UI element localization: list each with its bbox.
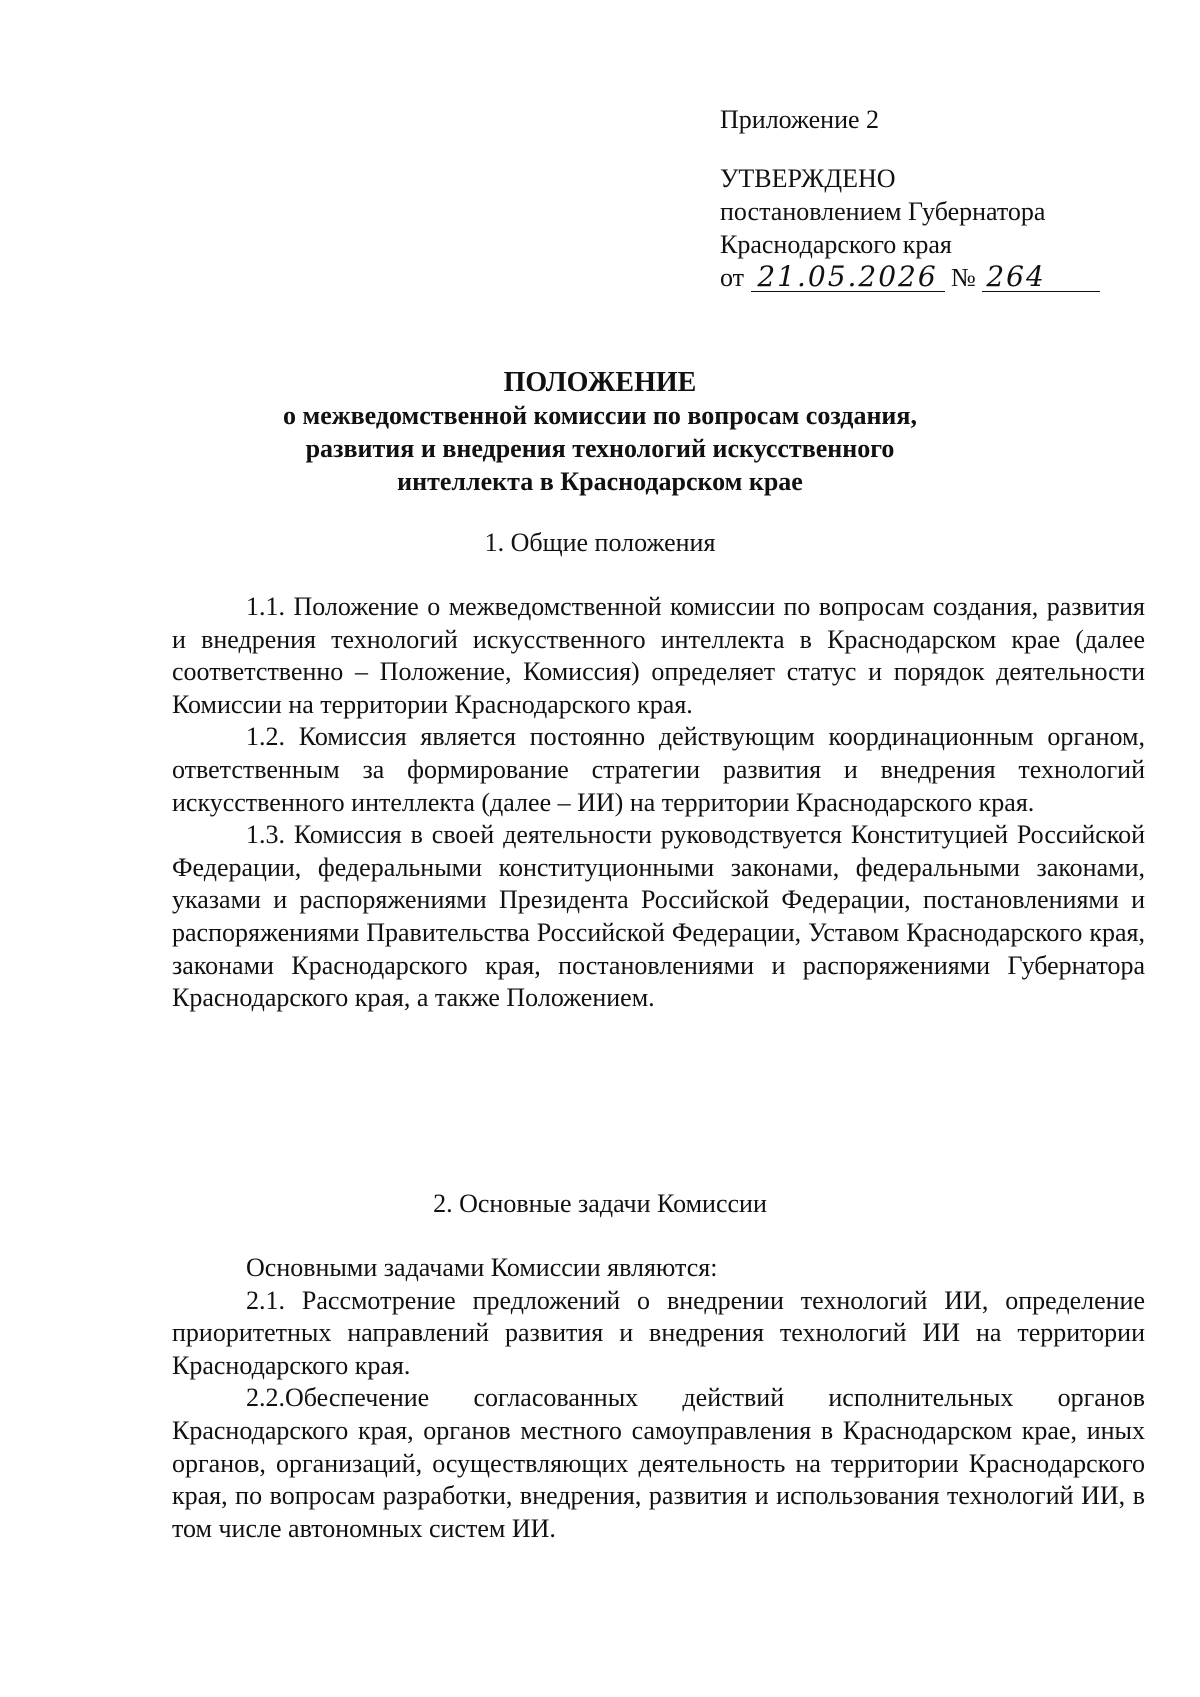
title-line-3: интеллекта в Краснодарском крае [397, 467, 803, 496]
approved-by-line1: постановлением Губернатора [720, 197, 1046, 226]
date-prefix: от [720, 263, 745, 292]
approval-stamp [720, 103, 1100, 294]
approved-label: УТВЕРЖДЕНО [720, 164, 896, 193]
document-title [0, 366, 1200, 498]
title-line-1: о межведомственной комиссии по вопросам создания, [283, 401, 917, 430]
approval-date-line [720, 261, 1100, 294]
paragraph-1-3: 1.3. Комиссия в своей деятельности руководствуется Конституцией Российской Федерации, федеральными конституционными законами, федеральными законами, указами и распоряжениями Президента Российской Федерации, постановлениями и распоряжениями Правительства Российской Федерации, Уставом Краснодарского края, законами Краснодарского края, постановлениями и распоряжениями Губернатора Краснодарского края, а также Положением. [172, 820, 1145, 1013]
title-line-2: развития и внедрения технологий искусственного [305, 434, 895, 463]
number-sign: № [951, 263, 976, 292]
approved-by-line2: Краснодарского края [720, 230, 952, 259]
handwritten-number: 264 [982, 263, 1100, 292]
paragraph-1-2: 1.2. Комиссия является постоянно действующим координационным органом, ответственным за формирование стратегии развития и внедрения технологий искусственного интеллекта (далее – ИИ) на территории Краснодарского края. [172, 722, 1145, 817]
section-1-heading: 1. Общие положения [484, 528, 716, 557]
handwritten-date: 21.05.2026 [751, 263, 945, 292]
paragraph-2-2: 2.2.Обеспечение согласованных действий исполнительных органов Краснодарского края, органов местного самоуправления в Краснодарском крае, иных органов, организаций, осуществляющих деятельность на территории Краснодарского края, по вопросам разработки, внедрения, развития и использования технологий ИИ, в том числе автономных систем ИИ. [172, 1383, 1145, 1543]
section-1-body [172, 591, 1145, 1015]
section-2-body [172, 1252, 1145, 1545]
appendix-label: Приложение 2 [720, 105, 880, 134]
paragraph-2-1: 2.1. Рассмотрение предложений о внедрении технологий ИИ, определение приоритетных направлений развития и внедрения технологий ИИ на территории Краснодарского края. [172, 1285, 1145, 1380]
section-2-heading: 2. Основные задачи Комиссии [433, 1189, 767, 1218]
section-2-intro: Основными задачами Комиссии являются: [246, 1253, 718, 1282]
title-main: ПОЛОЖЕНИЕ [503, 367, 697, 398]
paragraph-1-1: 1.1. Положение о межведомственной комиссии по вопросам создания, развития и внедрения технологий искусственного интеллекта в Краснодарском крае (далее соответственно – Положение, Комиссия) определяет статус и порядок деятельности Комиссии на территории Краснодарского края. [172, 592, 1145, 719]
